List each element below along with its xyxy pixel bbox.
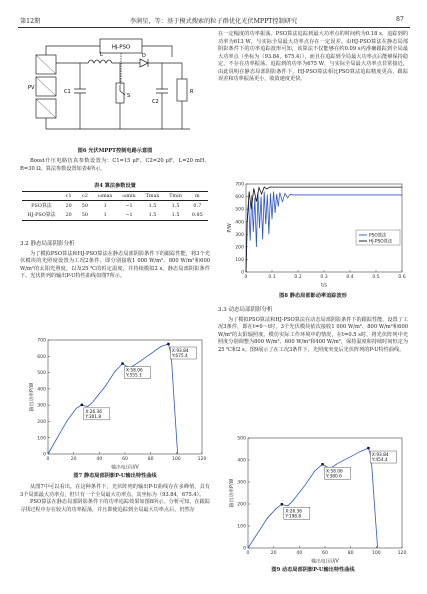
series-line-1 bbox=[248, 448, 378, 548]
table-cell: 1.5 bbox=[148, 202, 157, 209]
y-tick-label: 700 bbox=[235, 182, 244, 188]
x-tick-label: 60 bbox=[122, 457, 128, 462]
c2-label: C2 bbox=[152, 99, 159, 105]
table-header-cell: ωmax bbox=[93, 192, 117, 201]
table-header-cell: ωmin bbox=[117, 192, 140, 201]
x-tick-label: 40 bbox=[296, 551, 303, 556]
table-cell: −1 bbox=[117, 210, 140, 220]
data-tip-label: Y:380.6 bbox=[326, 474, 342, 480]
section-3-2-paragraph: 为了模拟PSO算法和HJ-PSO算法在静态局部阴影条件下的跟踪性能，将3个光伏模块的光照度设置为工况2条件，即分别接收1 000 W/m²、800 W/m²和600 W/m²的太阳光照度，以及25 ℃的恒定温度，并持续模拟2 s。静态局部阴影条件下，光伏阵列的输出P-U特性曲线如图7所示。 bbox=[20, 250, 210, 280]
x-tick-label: 0.4 bbox=[346, 275, 354, 280]
x-tick-label: 120 bbox=[397, 551, 407, 556]
issue-number: 第12期 bbox=[20, 18, 41, 25]
circuit-diagram bbox=[22, 33, 202, 143]
table4-wrapper bbox=[20, 191, 210, 221]
x-tick-label: 20 bbox=[70, 457, 77, 462]
y-tick-label: 600 bbox=[37, 354, 46, 360]
data-tip-label: X:26.36 bbox=[285, 509, 303, 515]
data-tip-label: X:93.84 bbox=[371, 453, 389, 459]
table-header-cell: c2 bbox=[77, 192, 93, 201]
y-tick-label: 500 bbox=[237, 436, 246, 442]
x-axis-label: 输出电压U/V bbox=[311, 559, 339, 564]
x-axis-label: t/s bbox=[321, 283, 327, 288]
table-cell: 1 bbox=[93, 210, 117, 220]
diode-label: D bbox=[142, 53, 146, 59]
y-tick-label: 400 bbox=[237, 458, 246, 464]
x-axis-label: 输出电压U/V bbox=[111, 465, 139, 470]
data-tip-label: Y:454.4 bbox=[371, 458, 388, 464]
y-tick-label: 0 bbox=[241, 270, 244, 276]
y-axis-label: 输出功率P/W bbox=[230, 478, 235, 508]
x-tick-label: 0.5 bbox=[372, 275, 380, 280]
x-tick-label: 80 bbox=[147, 457, 154, 462]
data-tip-label: X:93.84 bbox=[171, 349, 189, 355]
y-tick-label: 300 bbox=[237, 480, 246, 486]
header-rule bbox=[18, 27, 410, 28]
y-tick-label: 300 bbox=[235, 232, 244, 238]
data-tip-label: Y:301.8 bbox=[85, 414, 102, 420]
y-tick-label: 400 bbox=[37, 387, 46, 393]
y-tick-label: 200 bbox=[237, 502, 246, 508]
data-tip-label: X:26.36 bbox=[85, 409, 103, 415]
table-cell: PSO算法 bbox=[31, 203, 52, 210]
section-3-3-heading: 3.3 动态局部阴影分析 bbox=[218, 307, 273, 313]
load-resistor bbox=[177, 79, 187, 101]
table-cell: 1.5 bbox=[164, 210, 187, 220]
pv-label: PV bbox=[28, 85, 35, 91]
y-tick-label: 100 bbox=[237, 524, 246, 530]
series-line-1 bbox=[48, 344, 178, 454]
boost-params-paragraph: Boost升压电路仿真参数设置为：C1=15 μF，C2=20 μF，L=20 mH，R=30 Ω。算法参数设置如表4所示。 bbox=[20, 158, 210, 172]
y-tick-label: 500 bbox=[37, 371, 46, 377]
table-header-cell: Tmin bbox=[164, 192, 187, 201]
pso-hjpso-comparison-paragraph: 在一定幅度的功率振荡。PSO算法追踪到最大功率点的时间约为0.18 s，追踪到的功率为613 W，与实际全局最大功率点存在一定误差。由HJ-PSO算法在静态局部阴影条件下的功率追踪波形可知，该算法不仅能够在约0.09 s内准确跟踪到全局最大功率点（坐标为（93.84，675.4）），而且在追踪到全局最大功率点后能够保持稳定，不存在功率振荡。追踪到的功率为675 W，与实际全局最大功率点非常接近，由此说明在静态局部阴影条件下，HJ-PSO算法相比PSO算法追踪精度更高，跟踪误差和功率振荡更小，收敛速度更快。 bbox=[218, 31, 408, 83]
data-tip-marker bbox=[121, 362, 123, 364]
y-axis-label: P/W bbox=[228, 223, 233, 233]
x-tick-label: 0 bbox=[244, 275, 248, 280]
load-label: R bbox=[190, 89, 194, 95]
x-tick-label: 0.1 bbox=[268, 275, 276, 280]
data-tip-label: Y:198.8 bbox=[285, 514, 302, 520]
x-tick-label: 120 bbox=[197, 457, 207, 462]
fig7-discussion-paragraph: 从图7中可以看出，在这种条件下，光伏阵列的输出P-U曲线存在多峰值，具有3个局部最大功率点，但只有一个全局最大功率点，其坐标为（93.84，675.4）。 bbox=[20, 484, 210, 498]
table-cell: HJ-PSO算法 bbox=[22, 210, 60, 220]
y-tick-label: 0 bbox=[243, 546, 246, 552]
y-tick-label: 0 bbox=[43, 452, 46, 458]
table-row bbox=[22, 210, 208, 220]
y-tick-label: 700 bbox=[37, 338, 46, 344]
table-cell: 20 bbox=[61, 210, 77, 220]
table-cell: 20 bbox=[65, 202, 72, 209]
x-tick-label: 100 bbox=[171, 457, 181, 462]
switch-label: S bbox=[127, 93, 131, 99]
section-3-2-heading: 3.2 静态局部阴影分析 bbox=[20, 241, 75, 247]
y-tick-label: 200 bbox=[235, 245, 244, 251]
y-tick-label: 200 bbox=[37, 420, 46, 426]
table4-caption: 表4 算法参数设置 bbox=[94, 183, 136, 189]
legend-entry: HJ-PSO算法 bbox=[369, 239, 393, 245]
section-3-2 bbox=[20, 238, 210, 281]
x-tick-label: 60 bbox=[322, 551, 328, 556]
y-tick-label: 300 bbox=[37, 403, 46, 409]
data-tip-label: X:58.06 bbox=[326, 469, 343, 475]
x-tick-label: 0.6 bbox=[398, 275, 406, 280]
table-row bbox=[22, 201, 208, 211]
data-tip-marker bbox=[81, 404, 83, 406]
x-tick-label: 0 bbox=[46, 457, 50, 462]
table-cell: −1 bbox=[125, 202, 133, 209]
right-column-top bbox=[218, 31, 408, 84]
fig6-caption: 图6 光伏MPPT控制电路示意图 bbox=[77, 148, 153, 154]
table-header-cell bbox=[22, 192, 60, 201]
x-tick-label: 40 bbox=[96, 457, 103, 462]
algorithm-params-table bbox=[22, 191, 208, 221]
fig7-chart bbox=[22, 334, 208, 470]
data-tip-label: Y:555.1 bbox=[126, 373, 142, 379]
x-tick-label: 0.3 bbox=[320, 275, 328, 280]
table-header-row bbox=[22, 192, 208, 201]
y-tick-label: 400 bbox=[235, 220, 244, 226]
table-cell: 1 bbox=[103, 202, 107, 209]
controller-label: HJ-PSO bbox=[111, 44, 131, 51]
y-tick-label: 100 bbox=[235, 258, 244, 264]
table-header-cell: Tmax bbox=[141, 192, 165, 201]
running-title: 李润星，等：基于模式搜索的粒子群优化光伏MPPT控制研究 bbox=[129, 18, 298, 25]
data-tip-marker bbox=[167, 343, 169, 345]
pso-static-paragraph: PSO算法在静态局部阴影条件下的功率追踪效果如图8所示。分析可知，在跟踪寻找过程中存在较大的功率振荡，并且即使追踪到全局最大功率点后，仍然存 bbox=[20, 499, 210, 513]
table-cell: 50 bbox=[81, 202, 89, 209]
section-3-3 bbox=[218, 304, 408, 354]
x-tick-label: 100 bbox=[371, 551, 381, 556]
fig9-caption: 图9 动态局部阴影P-U输出特性曲线 bbox=[271, 567, 355, 573]
data-tip-marker bbox=[281, 503, 283, 505]
data-tip-label: Y:675.4 bbox=[171, 354, 188, 360]
left-column-bottom bbox=[20, 484, 210, 514]
data-tip-label: X:58.06 bbox=[126, 368, 143, 374]
table-cell: 1.5 bbox=[171, 202, 180, 209]
x-tick-label: 20 bbox=[270, 551, 277, 556]
y-tick-label: 500 bbox=[235, 207, 244, 213]
x-tick-label: 0 bbox=[246, 551, 250, 556]
data-tip-marker bbox=[321, 463, 323, 465]
fig8-caption: 图8 静态局部影动率追踪波形 bbox=[279, 293, 347, 299]
table-cell: 0.85 bbox=[187, 210, 208, 220]
data-tip-marker bbox=[367, 447, 369, 449]
x-tick-label: 0.2 bbox=[294, 275, 302, 280]
fig7-caption: 图7 静态局部阴影P-U输出特性曲线 bbox=[73, 473, 157, 479]
section-3-3-paragraph: 为了模拟PSO算法和HJ-PSO算法在动态局部阴影条件下的跟踪性能，设置了工况3条件，即在t=0～t时，3个光伏模块依次接收1 000 W/m²、800 W/m²和600 W/m²的太阳辐照度。模仿实际工作环境中的情况，在t=0.5 s时，将光伏阵列中光照度分别调整为800 W/m²、600 W/m²和400 W/m²，保持温度和持续时间恒定为25 ℃和2 s。图9展示了在工况3条件下，光照度突变后光伏阵列的P-U特性曲线。 bbox=[218, 316, 408, 353]
inductor-label: L bbox=[100, 52, 103, 58]
legend-entry: PSO算法 bbox=[369, 233, 387, 239]
left-column-top bbox=[20, 158, 210, 173]
c1-label: C1 bbox=[64, 89, 71, 95]
y-tick-label: 600 bbox=[235, 195, 244, 201]
table-cell: 1.5 bbox=[141, 210, 165, 220]
y-tick-label: 100 bbox=[37, 436, 46, 442]
page-number: 87 bbox=[396, 16, 404, 23]
table-cell: 0.7 bbox=[193, 202, 202, 209]
table-cell: 50 bbox=[77, 210, 93, 220]
table-header-cell: c1 bbox=[61, 192, 77, 201]
fig9-chart bbox=[222, 432, 408, 564]
x-tick-label: 80 bbox=[347, 551, 354, 556]
fig8-chart bbox=[220, 178, 408, 288]
y-axis-label: 输出功率P/W bbox=[30, 382, 35, 412]
table-header-cell: m bbox=[187, 192, 208, 201]
